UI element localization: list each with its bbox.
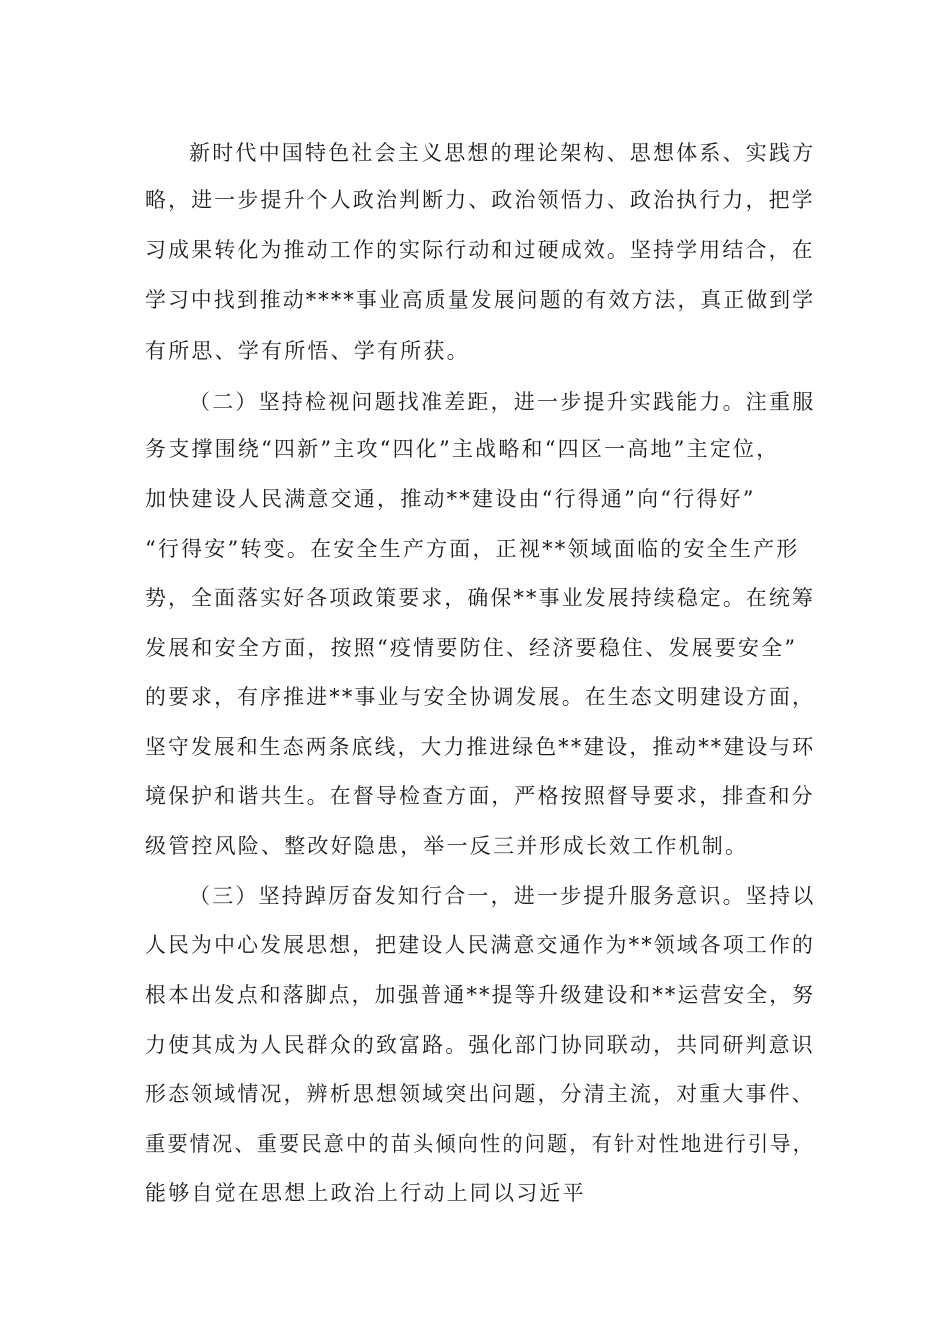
text-line: 重要情况、重要民意中的苗头倾向性的问题，有针对性地进行引导， [145, 1132, 815, 1156]
text-line: 坚守发展和生态两条底线，大力推进绿色**建设，推动**建设与环 [145, 735, 816, 759]
text-line: 务支撑围绕“四新”主攻“四化”主战略和“四区一高地”主定位， [145, 437, 780, 461]
text-line: （三）坚持踔厉奋发知行合一，进一步提升服务意识。坚持以 [189, 884, 816, 908]
text-line: 学习中找到推动****事业高质量发展问题的有效方法，真正做到学 [145, 288, 816, 312]
text-line: 习成果转化为推动工作的实际行动和过硬成效。坚持学用结合，在 [145, 238, 815, 262]
text-line: 能够自觉在思想上政治上行动上同以习近平 [145, 1181, 586, 1205]
text-line: （二）坚持检视问题找准差距，进一步提升实践能力。注重服 [189, 390, 816, 414]
text-line: 略，进一步提升个人政治判断力、政治领悟力、政治执行力，把学 [145, 188, 815, 212]
text-line: 级管控风险、整改好隐患，举一反三并形成长效工作机制。 [145, 834, 749, 858]
text-line: 的要求，有序推进**事业与安全协调发展。在生态文明建设方面， [145, 685, 816, 709]
text-line: 加快建设人民满意交通，推动**建设由“行得通”向“行得好” [145, 487, 756, 511]
text-line: 形态领域情况，辨析思想领域突出问题，分清主流，对重大事件、 [145, 1082, 815, 1106]
text-line: 人民为中心发展思想，把建设人民满意交通作为**领域各项工作的 [145, 933, 816, 957]
text-line: 发展和安全方面，按照“疫情要防住、经济要稳住、发展要安全” [145, 636, 798, 660]
text-line: 根本出发点和落脚点，加强普通**提等升级建设和**运营安全，努 [145, 983, 816, 1007]
text-line: 境保护和谐共生。在督导检查方面，严格按照督导要求，排查和分 [145, 784, 815, 808]
text-line: 有所思、学有所悟、学有所获。 [145, 339, 470, 363]
text-line: 势，全面落实好各项政策要求，确保**事业发展持续稳定。在统筹 [145, 586, 816, 610]
text-line: 力使其成为人民群众的致富路。强化部门协同联动，共同研判意识 [145, 1033, 815, 1057]
text-line: 新时代中国特色社会主义思想的理论架构、思想体系、实践方 [189, 141, 816, 165]
text-line: “行得安”转变。在安全生产方面，正视**领域面临的安全生产形 [145, 537, 800, 561]
